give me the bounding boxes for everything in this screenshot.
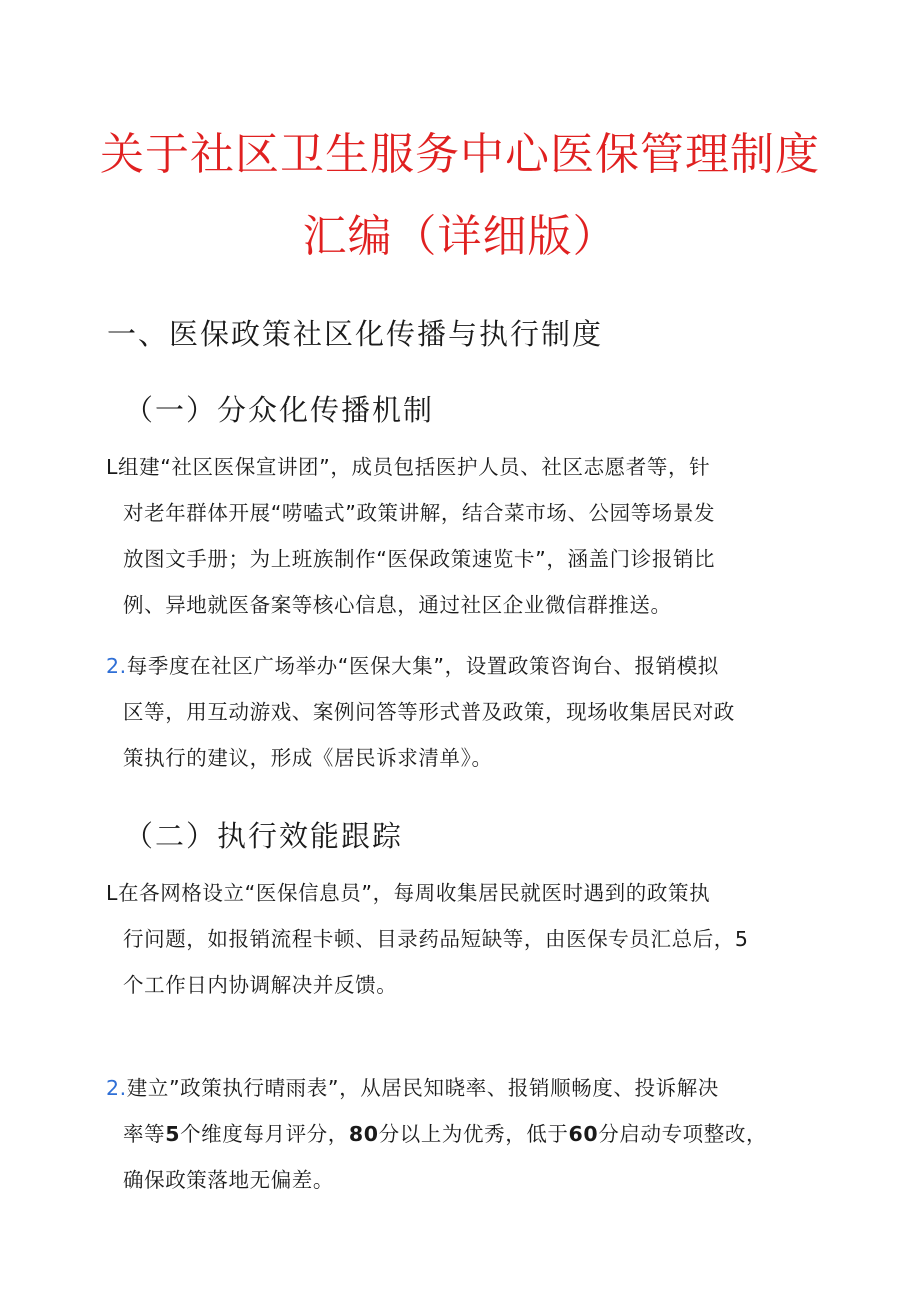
subsection-2-heading: （二）执行效能跟踪 (124, 819, 404, 853)
subsection-1-heading: （一）分众化传播机制 (124, 393, 435, 427)
paragraph-line: 行问题，如报销流程卡顿、目录药品短缺等，由医保专员汇总后，5 (123, 927, 749, 951)
document-title-line-1: 关于社区卫生服务中心医保管理制度 (100, 129, 820, 180)
paragraph-text: 个维度每月评分， (180, 1122, 349, 1146)
paragraph-2-1 (106, 870, 812, 1008)
paragraph-line: 确保政策落地无偏差。 (123, 1168, 334, 1192)
paragraph-line (106, 870, 812, 916)
paragraph-text: 组建“社区医保宣讲团”，成员包括医护人员、社区志愿者等，针 (118, 455, 711, 479)
document-title-line-2: 汇编（详细版） (302, 211, 618, 262)
paragraph-line (106, 1111, 812, 1157)
paragraph-text: 在各网格设立“医保信息员”，每周收集居民就医时遇到的政策执 (118, 881, 711, 905)
paragraph-1-1 (106, 444, 812, 628)
paragraph-line: 例、异地就医备案等核心信息，通过社区企业微信群推送。 (123, 593, 672, 617)
paragraph-line (106, 1065, 812, 1111)
list-marker: 2. (106, 654, 127, 678)
list-marker: L (106, 455, 119, 479)
paragraph-line (106, 643, 812, 689)
number-value: 60 (568, 1122, 599, 1146)
paragraph-line: 对老年群体开展“唠嗑式”政策讲解，结合菜市场、公园等场景发 (123, 501, 716, 525)
paragraph-text: 分以上为优秀，低于 (378, 1122, 569, 1146)
paragraph-1-2 (106, 643, 812, 781)
section-1-heading: 一、医保政策社区化传播与执行制度 (107, 317, 604, 351)
paragraph-line (106, 444, 812, 490)
paragraph-text: 率等 (123, 1122, 166, 1146)
paragraph-line: 个工作日内协调解决并反馈。 (123, 973, 398, 997)
paragraph-2-2 (106, 1065, 812, 1203)
list-marker: L (106, 881, 119, 905)
paragraph-text: 每季度在社区广场举办“医保大集”，设置政策咨询台、报销模拟 (126, 654, 719, 678)
paragraph-text: 建立”政策执行晴雨表”，从居民知晓率、报销顺畅度、投诉解决 (126, 1076, 719, 1100)
number-value: 5 (165, 1122, 181, 1146)
number-value: 80 (348, 1122, 379, 1146)
paragraph-line: 区等，用互动游戏、案例问答等形式普及政策，现场收集居民对政 (123, 700, 735, 724)
paragraph-line: 策执行的建议，形成《居民诉求清单》。 (123, 746, 493, 770)
list-marker: 2. (106, 1076, 127, 1100)
paragraph-text: 分启动专项整改， (598, 1122, 768, 1146)
paragraph-line: 放图文手册；为上班族制作“医保政策速览卡”，涵盖门诊报销比 (123, 547, 716, 571)
